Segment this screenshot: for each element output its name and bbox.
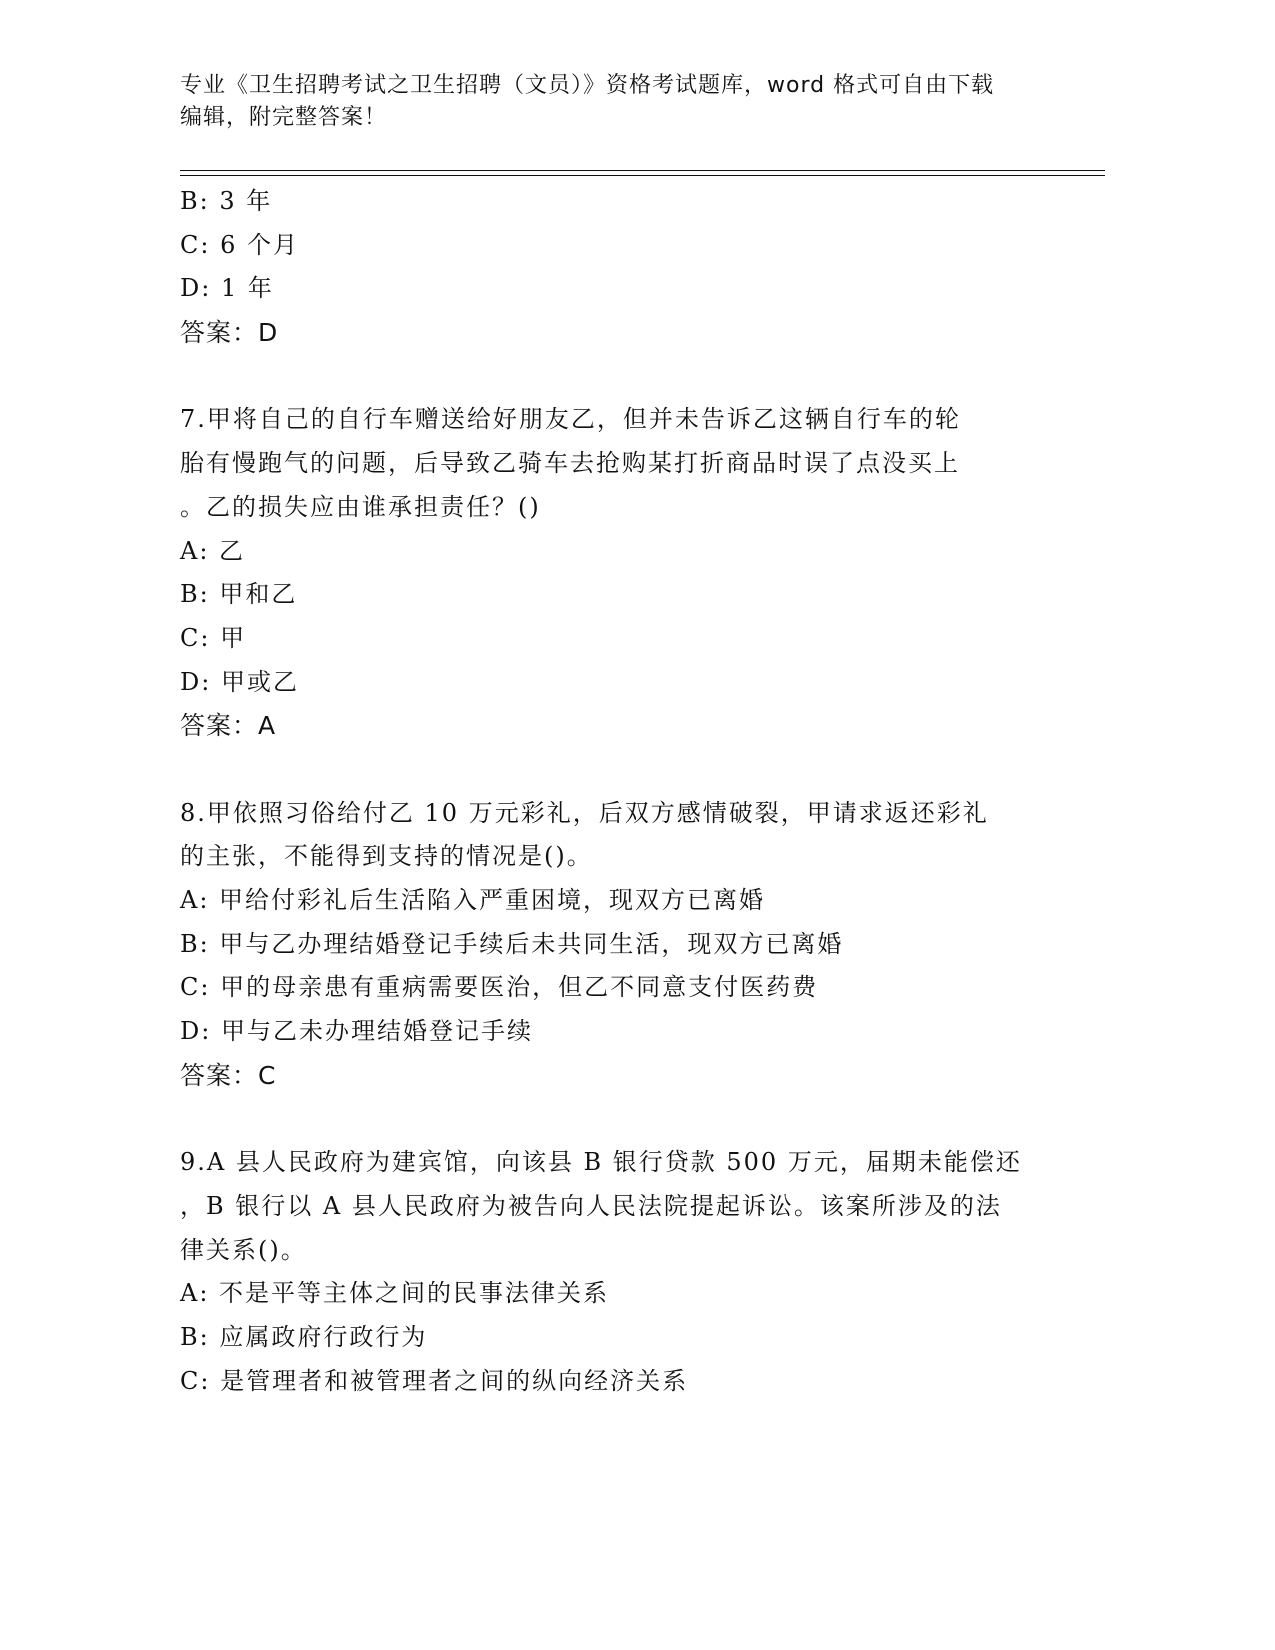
page-header [180,70,1060,134]
question-stem: 胎有慢跑气的问题，后导致乙骑车去抢购某打折商品时误了点没买上 [180,449,960,478]
question-stem: 。乙的损失应由谁承担责任？() [180,492,541,521]
option-a: A: 不是平等主体之间的民事法律关系 [180,1279,610,1308]
option-d: D: 1 年 [180,274,274,303]
option-b: B: 甲和乙 [180,580,298,609]
question-stem: 8.甲依照习俗给付乙 10 万元彩礼，后双方感情破裂，甲请求返还彩礼 [180,798,989,827]
option-b: B: 甲与乙办理结婚登记手续后未共同生活，现双方已离婚 [180,929,844,958]
option-c: C: 甲的母亲患有重病需要医治，但乙不同意支付医药费 [180,973,819,1002]
question-stem: ，B 银行以 A 县人民政府为被告向人民法院提起诉讼。该案所涉及的法 [180,1191,1002,1220]
spacer [180,1097,1080,1141]
option-c: C: 6 个月 [180,230,299,259]
header-line-1: 专业《卫生招聘考试之卫生招聘（文员）》资格考试题库，word 格式可自由下载 [180,73,995,98]
question-6 [180,180,1080,355]
option-b: B: 应属政府行政行为 [180,1322,428,1351]
question-content [180,180,1080,1403]
answer: 答案：D [180,318,279,348]
spacer [180,748,1080,792]
header-line-2: 编辑，附完整答案！ [180,105,388,130]
header-rule-top [180,170,1105,171]
option-a: A: 甲给付彩礼后生活陷入严重困境，现双方已离婚 [180,886,766,914]
question-stem: 的主张，不能得到支持的情况是()。 [180,842,593,871]
option-a: A: 乙 [180,536,246,565]
option-c: C: 甲 [180,623,247,652]
option-b: B: 3 年 [180,187,273,215]
answer: 答案：C [180,1060,277,1090]
question-stem: 7.甲将自己的自行车赠送给好朋友乙，但并未告诉乙这辆自行车的轮 [180,405,961,434]
spacer [180,355,1080,399]
option-d: D: 甲与乙未办理结婚登记手续 [180,1017,533,1046]
option-c: C: 是管理者和被管理者之间的纵向经济关系 [180,1366,689,1395]
option-d: D: 甲或乙 [180,667,299,696]
question-9 [180,1141,1080,1403]
answer: 答案：A [180,711,277,741]
question-stem: 9.A 县人民政府为建宾馆，向该县 B 银行贷款 500 万元，届期未能偿还 [180,1148,1022,1177]
question-8 [180,792,1080,1098]
question-7 [180,398,1080,748]
header-rule-bottom [180,175,1105,176]
question-stem: 律关系()。 [180,1235,307,1264]
